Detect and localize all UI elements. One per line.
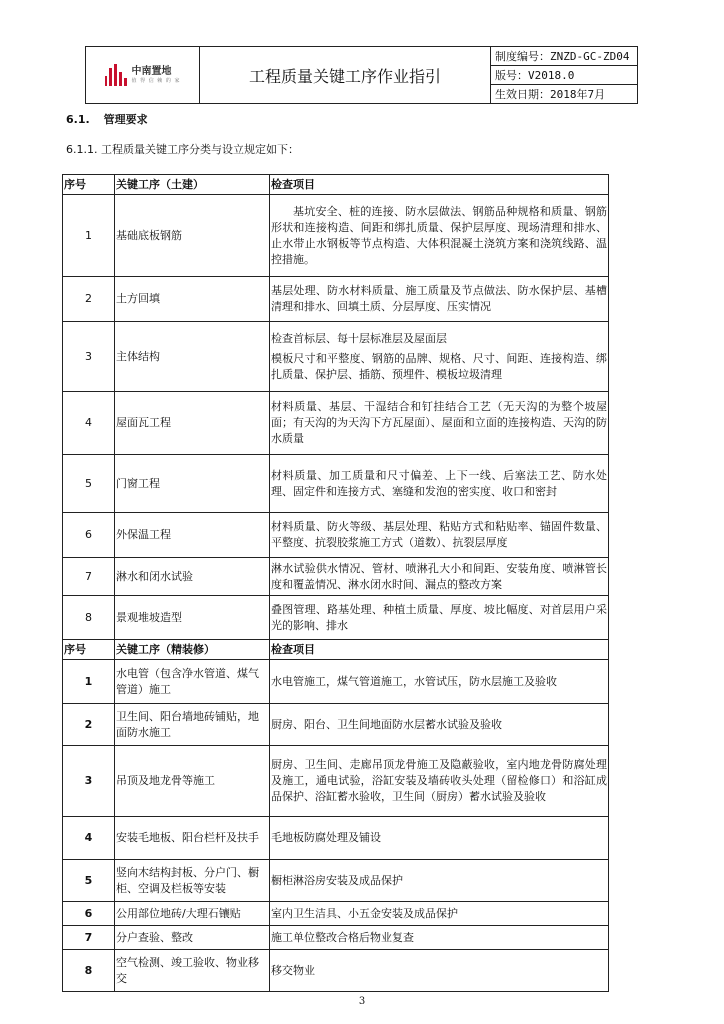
check-items: 材料质量、防火等级、基层处理、粘贴方式和粘贴率、锚固件数量、平整度、抗裂胶浆施工方式（道数）、抗裂层厚度 [270, 513, 609, 558]
check-items: 橱柜淋浴房安装及成品保护 [270, 860, 609, 902]
row-number: 7 [63, 926, 115, 950]
check-items: 材料质量、加工质量和尺寸偏差、上下一线、后塞法工艺、防水处理、固定件和连接方式、塞缝和发泡的密实度、收口和密封 [270, 455, 609, 513]
table-row [63, 817, 609, 860]
check-items-line: 检查首标层、每十层标准层及屋面层 [271, 331, 447, 345]
check-items: 材料质量、基层、干湿结合和钉挂结合工艺（无天沟的为整个坡屋面；有天沟的为天沟下方瓦屋面）、屋面和立面的连接构造、天沟的防水质量 [270, 392, 609, 455]
row-number: 6 [63, 902, 115, 926]
process-name: 屋面瓦工程 [115, 392, 270, 455]
table-row [63, 392, 609, 455]
row-number: 7 [63, 558, 115, 596]
table-row [63, 455, 609, 513]
check-items: 厨房、阳台、卫生间地面防水层蓄水试验及验收 [270, 704, 609, 746]
check-items: 淋水试验供水情况、管材、喷淋孔大小和间距、安装角度、喷淋管长度和覆盖情况、淋水闭水时间、漏点的整改方案 [270, 558, 609, 596]
check-items: 施工单位整改合格后物业复查 [270, 926, 609, 950]
header-cell: 检查项目 [270, 640, 609, 660]
document-title: 工程质量关键工序作业指引 [200, 47, 491, 103]
process-name: 淋水和闭水试验 [115, 558, 270, 596]
check-items: 基坑安全、桩的连接、防水层做法、钢筋品种规格和质量、钢筋形状和连接构造、间距和绑扎质量、保护层厚度、现场清理和排水、止水带止水钢板等节点构造、大体积混凝土浇筑方案和浇筑线路、温控措施。 [270, 195, 609, 277]
table-row [63, 660, 609, 704]
doc-effective-date: 生效日期：2018年7月 [491, 84, 637, 103]
logo-mark-icon [105, 64, 127, 86]
table-row [63, 322, 609, 392]
table-row [63, 950, 609, 992]
process-name: 景观堆坡造型 [115, 596, 270, 640]
check-items: 毛地板防腐处理及铺设 [270, 817, 609, 860]
table-row [63, 195, 609, 277]
process-name: 外保温工程 [115, 513, 270, 558]
process-name: 空气检测、竣工验收、物业移交 [115, 950, 270, 992]
section-title: 管理要求 [103, 113, 148, 126]
table-row [63, 704, 609, 746]
row-number: 4 [63, 817, 115, 860]
section-number: 6.1. [66, 113, 90, 126]
logo-subtitle: 值 得 信 赖 的 家 [131, 77, 181, 84]
logo-name: 中南置地 [131, 65, 172, 77]
check-items: 叠图管理、路基处理、种植土质量、厚度、坡比幅度、对首层用户采光的影响、排水 [270, 596, 609, 640]
header-cell: 序号 [63, 175, 115, 195]
row-number: 5 [63, 860, 115, 902]
row-number: 3 [63, 322, 115, 392]
page-number: 3 [358, 996, 366, 1007]
process-name: 分户查验、整改 [115, 926, 270, 950]
table-row [63, 513, 609, 558]
row-number: 8 [63, 596, 115, 640]
row-number: 6 [63, 513, 115, 558]
table-header-fitout [63, 640, 609, 660]
check-items: 移交物业 [270, 950, 609, 992]
doc-number: 制度编号：ZNZD-GC-ZD04 [495, 50, 630, 63]
row-number: 2 [63, 704, 115, 746]
table-row [63, 746, 609, 817]
document-meta [491, 47, 637, 103]
check-items-line: 模板尺寸和平整度、钢筋的品牌、规格、尺寸、间距、连接构造、绑扎质量、保护层、插筋、预埋件、模板垃圾清理 [271, 351, 607, 381]
document-header [85, 46, 638, 104]
check-items: 室内卫生洁具、小五金安装及成品保护 [270, 902, 609, 926]
process-name: 公用部位地砖/大理石镶贴 [115, 902, 270, 926]
process-name: 安装毛地板、阳台栏杆及扶手 [115, 817, 270, 860]
key-process-table [62, 174, 609, 992]
check-items: 厨房、卫生间、走廊吊顶龙骨施工及隐蔽验收，室内地龙骨防腐处理及施工，通电试验，浴缸安装及墙砖收头处理（留检修口）和浴缸成品保护、浴缸蓄水验收，卫生间（厨房）蓄水试验及验收 [270, 746, 609, 817]
row-number: 8 [63, 950, 115, 992]
process-name: 竖向木结构封板、分户门、橱柜、空调及栏板等安装 [115, 860, 270, 902]
table-row [63, 558, 609, 596]
process-name: 主体结构 [115, 322, 270, 392]
header-cell: 检查项目 [270, 175, 609, 195]
row-number: 3 [63, 746, 115, 817]
table-row [63, 926, 609, 950]
process-name: 吊顶及地龙骨等施工 [115, 746, 270, 817]
header-cell: 序号 [63, 640, 115, 660]
row-number: 1 [63, 195, 115, 277]
process-name: 卫生间、阳台墙地砖铺贴，地面防水施工 [115, 704, 270, 746]
header-cell: 关键工序（土建） [115, 175, 270, 195]
process-name: 基础底板钢筋 [115, 195, 270, 277]
table-header-civil [63, 175, 609, 195]
table-row [63, 277, 609, 322]
check-items: 基层处理、防水材料质量、施工质量及节点做法、防水保护层、基槽清理和排水、回填土质、分层厚度、压实情况 [270, 277, 609, 322]
row-number: 1 [63, 660, 115, 704]
row-number: 5 [63, 455, 115, 513]
check-items [270, 322, 609, 392]
check-items: 水电管施工，煤气管道施工，水管试压，防水层施工及验收 [270, 660, 609, 704]
header-cell: 关键工序（精装修） [115, 640, 270, 660]
section-heading [66, 111, 148, 127]
process-name: 土方回填 [115, 277, 270, 322]
process-name: 门窗工程 [115, 455, 270, 513]
company-logo [86, 47, 200, 103]
table-row [63, 860, 609, 902]
process-name: 水电管（包含净水管道、煤气管道）施工 [115, 660, 270, 704]
doc-version: 版号：V2018.0 [491, 65, 637, 84]
table-row [63, 596, 609, 640]
row-number: 2 [63, 277, 115, 322]
table-row [63, 902, 609, 926]
subsection-heading: 6.1.1. 工程质量关键工序分类与设立规定如下： [66, 143, 299, 156]
row-number: 4 [63, 392, 115, 455]
